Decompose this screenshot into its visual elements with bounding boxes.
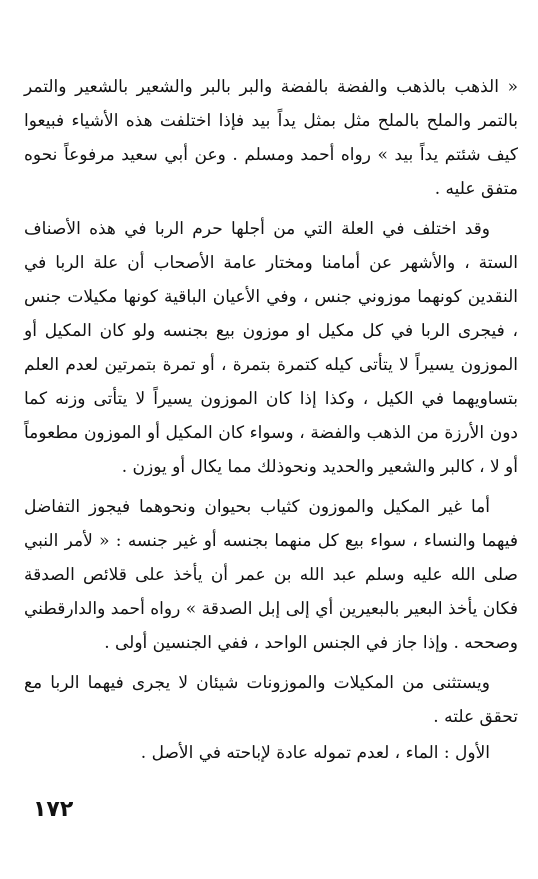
paragraph-exceptions: ويستثنى من المكيلات والموزونات شيئان لا يجرى فيهما الربا مع تحقق علته . [24, 673, 518, 727]
page-number: ١٧٢ [33, 797, 74, 822]
paragraph-riba-cause: وقد اختلف في العلة التي من أجلها حرم الربا في هذه الأصناف الستة ، والأشهر عن أمامنا ومختار عامة الأصحاب أن علة الربا في النقدين كونهما موزوني جنس ، وفي الأعيان الباقية كونها مكيلات جنس ، فيجرى الربا في كل مكيل او موزون بيع بجنسه ولو كان المكيل أو الموزون يسيراً لا يتأتى كيله كتمرة بتمرة ، أو تمرة بتمرتين لعدم العلم بتساويهما في الكيل ، وكذا إذا كان الموزون يسيراً لا يتأتى وزنه كما دون الأرزة من الذهب والفضة ، وسواء كان المكيل أو الموزون مطعوماً أو لا ، كالبر والشعير والحديد ونحوذلك مما يكال أو يوزن . [24, 219, 518, 477]
paragraph-hadith: « الذهب بالذهب والفضة بالفضة والبر بالبر والشعير بالشعير والتمر بالتمر والملح بالملح مثل بمثل يداً بيد فإذا اختلفت هذه الأشياء فبيعوا كيف شئتم يداً بيد » رواه أحمد ومسلم . وعن أبي سعيد مرفوعاً نحوه متفق عليه . [24, 77, 518, 199]
paragraph-first-exception: الأول : الماء ، لعدم تموله عادة لإباحته في الأصل . [140, 743, 490, 763]
paragraph-non-measured-goods: أما غير المكيل والموزون كثياب بحيوان ونحوهما فيجوز التفاضل فيهما والنساء ، سواء بيع كل منهما بجنسه أو غير جنسه : « لأمر النبي صلى الله عليه وسلم عبد الله بن عمر أن يأخذ على قلائص الصدقة فكان يأخذ البعير بالبعيرين أي إلى إبل الصدقة » رواه أحمد والدارقطني وصححه . وإذا جاز في الجنس الواحد ، ففي الجنسين أولى . [24, 497, 518, 653]
